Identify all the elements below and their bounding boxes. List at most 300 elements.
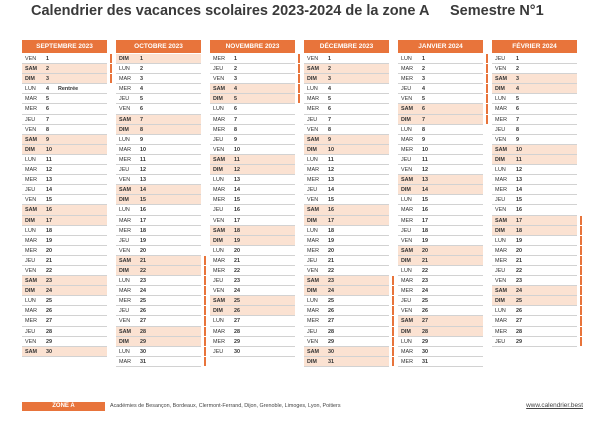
day-name: JEU	[307, 328, 318, 335]
holiday-marker	[580, 286, 583, 295]
day-row	[398, 266, 483, 276]
day-name: MER	[307, 247, 319, 254]
day-name: LUN	[401, 56, 412, 62]
day-number: 15	[234, 197, 240, 204]
day-row	[398, 246, 483, 256]
day-row	[210, 337, 295, 347]
day-row	[22, 306, 107, 316]
day-name: SAM	[119, 187, 131, 194]
day-name: MER	[401, 358, 413, 365]
day-number: 20	[328, 247, 334, 254]
day-row	[22, 175, 107, 185]
day-row	[116, 246, 201, 256]
day-name: MAR	[495, 177, 507, 184]
day-row	[398, 175, 483, 185]
holiday-marker	[204, 347, 207, 356]
day-row	[398, 256, 483, 266]
day-row	[398, 216, 483, 226]
day-name: SAM	[307, 278, 319, 285]
day-number: 15	[140, 197, 146, 204]
day-name: MER	[25, 247, 37, 254]
day-row	[210, 195, 295, 205]
day-name: DIM	[307, 217, 317, 224]
day-row	[116, 155, 201, 165]
day-name: LUN	[213, 106, 224, 113]
day-name: JEU	[495, 126, 506, 133]
day-name: LUN	[213, 318, 224, 325]
day-row	[22, 226, 107, 236]
day-row	[116, 94, 201, 104]
month-header: JANVIER 2024	[398, 40, 483, 53]
day-name: LUN	[25, 227, 36, 234]
day-number: 3	[140, 76, 143, 83]
day-number: 13	[516, 177, 522, 184]
day-row	[398, 276, 483, 286]
day-row	[398, 135, 483, 145]
day-row	[116, 54, 201, 64]
day-number: 29	[234, 338, 240, 345]
month-column	[398, 40, 483, 367]
day-number: 25	[234, 298, 240, 305]
day-row	[492, 84, 577, 94]
day-row	[492, 145, 577, 155]
day-number: 1	[234, 56, 237, 62]
day-number: 18	[328, 227, 334, 234]
day-name: JEU	[25, 328, 36, 335]
day-number: 26	[140, 308, 146, 315]
day-row	[22, 145, 107, 155]
holiday-marker	[580, 306, 583, 315]
day-number: 29	[140, 338, 146, 345]
day-number: 16	[422, 207, 428, 214]
day-row	[210, 54, 295, 64]
day-number: 23	[516, 278, 522, 285]
day-row	[304, 125, 389, 135]
day-number: 26	[46, 308, 52, 315]
month-column	[304, 40, 389, 367]
day-number: 11	[422, 156, 428, 163]
day-row	[492, 74, 577, 84]
day-row	[116, 185, 201, 195]
day-row	[492, 216, 577, 226]
day-number: 25	[140, 298, 146, 305]
day-row	[304, 286, 389, 296]
day-row	[210, 115, 295, 125]
day-row	[398, 337, 483, 347]
day-row	[210, 155, 295, 165]
day-number: 3	[516, 76, 519, 83]
day-row	[398, 226, 483, 236]
holiday-marker	[392, 316, 395, 325]
day-name: DIM	[213, 167, 223, 174]
day-name: SAM	[25, 207, 37, 214]
day-row	[304, 327, 389, 337]
day-name: DIM	[495, 298, 505, 305]
day-number: 29	[422, 338, 428, 345]
day-number: 31	[422, 358, 428, 365]
day-row	[210, 145, 295, 155]
holiday-marker	[580, 337, 583, 346]
holiday-marker	[486, 54, 489, 63]
day-row	[398, 125, 483, 135]
day-name: JEU	[401, 156, 412, 163]
holiday-marker	[204, 266, 207, 275]
day-name: DIM	[307, 288, 317, 295]
day-name: LUN	[401, 197, 412, 204]
holiday-marker	[110, 54, 113, 63]
day-row	[116, 306, 201, 316]
day-row	[304, 236, 389, 246]
day-number: 29	[516, 338, 522, 345]
day-row	[22, 216, 107, 226]
day-number: 14	[140, 187, 146, 194]
semester-title: Semestre N°1	[450, 3, 544, 19]
day-row	[116, 175, 201, 185]
holiday-marker	[580, 266, 583, 275]
day-number: 4	[234, 86, 237, 93]
day-row	[398, 54, 483, 64]
day-name: LUN	[495, 237, 506, 244]
day-number: 12	[140, 167, 146, 174]
day-name: MER	[307, 318, 319, 325]
day-number: 19	[140, 237, 146, 244]
day-name: MAR	[119, 146, 131, 153]
day-row	[398, 64, 483, 74]
day-row	[210, 347, 295, 357]
day-name: DIM	[307, 76, 317, 83]
website-link[interactable]: www.calendrier.best	[526, 402, 583, 409]
day-row	[210, 175, 295, 185]
day-name: MER	[307, 106, 319, 113]
day-row	[492, 104, 577, 114]
day-number: 1	[140, 56, 143, 62]
day-name: MER	[401, 76, 413, 83]
day-number: 21	[328, 257, 334, 264]
day-name: LUN	[495, 167, 506, 174]
day-number: 20	[422, 247, 428, 254]
day-row	[22, 84, 107, 94]
day-number: 11	[46, 156, 52, 163]
holiday-marker	[486, 104, 489, 113]
day-number: 30	[328, 348, 334, 355]
day-number: 30	[140, 348, 146, 355]
day-row	[116, 125, 201, 135]
day-name: SAM	[401, 247, 413, 254]
day-name: MER	[213, 197, 225, 204]
day-row	[304, 94, 389, 104]
day-row	[22, 94, 107, 104]
day-row	[116, 266, 201, 276]
day-number: 14	[328, 187, 334, 194]
day-row	[398, 205, 483, 215]
holiday-marker	[580, 316, 583, 325]
day-number: 29	[328, 338, 334, 345]
day-number: 28	[46, 328, 52, 335]
day-row	[210, 286, 295, 296]
day-name: LUN	[213, 247, 224, 254]
day-row	[22, 195, 107, 205]
day-row	[116, 276, 201, 286]
day-row	[210, 256, 295, 266]
day-number: 29	[46, 338, 52, 345]
month-header: NOVEMBRE 2023	[210, 40, 295, 53]
day-name: DIM	[495, 227, 505, 234]
day-name: VEN	[401, 308, 413, 315]
day-name: MAR	[25, 167, 37, 174]
day-number: 25	[422, 298, 428, 305]
day-name: MER	[119, 227, 131, 234]
day-name: DIM	[401, 328, 411, 335]
day-name: SAM	[25, 66, 37, 73]
day-name: DIM	[25, 76, 35, 83]
day-name: MAR	[119, 217, 131, 224]
day-name: VEN	[307, 338, 319, 345]
day-number: 13	[328, 177, 334, 184]
day-name: VEN	[25, 197, 37, 204]
holiday-marker	[392, 347, 395, 356]
day-name: LUN	[119, 66, 130, 73]
day-number: 21	[422, 257, 428, 264]
day-name: MER	[119, 86, 131, 93]
day-name: MER	[213, 126, 225, 133]
day-number: 12	[46, 167, 52, 174]
day-row	[492, 337, 577, 347]
holiday-marker	[204, 296, 207, 305]
day-number: 27	[140, 318, 146, 325]
day-name: DIM	[119, 267, 129, 274]
day-name: JEU	[25, 257, 36, 264]
day-number: 7	[328, 116, 331, 123]
holiday-marker	[298, 64, 301, 73]
day-name: VEN	[119, 106, 131, 113]
day-number: 4	[46, 86, 49, 93]
holiday-marker	[486, 115, 489, 124]
day-row	[22, 286, 107, 296]
day-row	[398, 155, 483, 165]
day-row	[492, 276, 577, 286]
day-row	[116, 84, 201, 94]
day-number: 28	[422, 328, 428, 335]
day-number: 2	[140, 66, 143, 73]
day-number: 7	[422, 116, 425, 123]
day-number: 17	[234, 217, 240, 224]
day-name: SAM	[213, 227, 225, 234]
day-name: VEN	[401, 237, 413, 244]
day-number: 2	[516, 66, 519, 73]
day-number: 24	[234, 288, 240, 295]
day-number: 14	[234, 187, 240, 194]
day-row	[398, 185, 483, 195]
holiday-marker	[298, 94, 301, 103]
day-name: VEN	[25, 56, 37, 62]
day-name: MAR	[25, 96, 37, 103]
day-row	[210, 216, 295, 226]
day-row	[116, 135, 201, 145]
day-name: DIM	[25, 288, 35, 295]
day-row	[304, 155, 389, 165]
day-number: 7	[516, 116, 519, 123]
day-row	[398, 195, 483, 205]
day-name: MAR	[213, 257, 225, 264]
day-row	[22, 246, 107, 256]
day-row	[304, 185, 389, 195]
day-number: 19	[46, 237, 52, 244]
day-row	[210, 104, 295, 114]
day-row	[22, 165, 107, 175]
day-name: SAM	[495, 76, 507, 83]
day-name: SAM	[213, 156, 225, 163]
day-name: LUN	[25, 156, 36, 163]
day-name: MER	[495, 116, 507, 123]
day-name: VEN	[213, 288, 225, 295]
holiday-marker	[204, 306, 207, 315]
day-row	[398, 145, 483, 155]
day-number: 10	[234, 146, 240, 153]
holiday-marker	[392, 337, 395, 346]
day-row	[116, 216, 201, 226]
day-number: 30	[422, 348, 428, 355]
day-number: 5	[46, 96, 49, 103]
day-name: MER	[25, 318, 37, 325]
day-name: MAR	[307, 96, 319, 103]
day-number: 3	[422, 76, 425, 83]
day-row	[492, 256, 577, 266]
day-row	[304, 64, 389, 74]
day-row	[492, 306, 577, 316]
day-name: DIM	[119, 56, 129, 62]
day-number: 12	[516, 167, 522, 174]
day-number: 1	[328, 56, 331, 62]
day-row	[304, 104, 389, 114]
day-name: MER	[213, 267, 225, 274]
day-number: 26	[422, 308, 428, 315]
day-number: 18	[46, 227, 52, 234]
holiday-marker	[298, 54, 301, 63]
day-row	[210, 74, 295, 84]
day-name: JEU	[119, 167, 130, 174]
day-name: VEN	[307, 267, 319, 274]
day-number: 22	[422, 267, 428, 274]
day-row	[492, 135, 577, 145]
day-row	[210, 246, 295, 256]
day-row	[116, 64, 201, 74]
day-name: SAM	[213, 298, 225, 305]
holiday-marker	[580, 327, 583, 336]
day-number: 6	[328, 106, 331, 113]
month-header: FÉVRIER 2024	[492, 40, 577, 53]
day-number: 14	[46, 187, 52, 194]
day-row	[210, 94, 295, 104]
day-number: 9	[422, 136, 425, 143]
day-number: 7	[140, 116, 143, 123]
day-number: 24	[516, 288, 522, 295]
day-row	[22, 337, 107, 347]
day-name: JEU	[213, 278, 224, 285]
day-number: 8	[422, 126, 425, 133]
day-name: LUN	[307, 298, 318, 305]
day-number: 3	[46, 76, 49, 83]
day-row	[22, 205, 107, 215]
holiday-marker	[486, 74, 489, 83]
day-name: DIM	[119, 197, 129, 204]
day-name: VEN	[495, 66, 507, 73]
day-row	[210, 306, 295, 316]
day-row	[398, 327, 483, 337]
day-row	[116, 74, 201, 84]
day-name: LUN	[495, 96, 506, 103]
day-number: 10	[422, 146, 428, 153]
holiday-marker	[392, 306, 395, 315]
day-row	[116, 236, 201, 246]
day-number: 17	[516, 217, 522, 224]
day-number: 10	[46, 146, 52, 153]
day-row	[304, 306, 389, 316]
day-name: LUN	[213, 177, 224, 184]
day-name: MAR	[25, 308, 37, 315]
day-number: 26	[328, 308, 334, 315]
day-name: VEN	[25, 267, 37, 274]
day-name: MAR	[401, 136, 413, 143]
day-row	[210, 125, 295, 135]
day-row	[210, 316, 295, 326]
holiday-marker	[110, 64, 113, 73]
holiday-marker	[486, 94, 489, 103]
day-row	[210, 327, 295, 337]
day-name: VEN	[495, 278, 507, 285]
day-row	[22, 266, 107, 276]
day-name: SAM	[307, 207, 319, 214]
day-name: MAR	[25, 237, 37, 244]
day-number: 24	[140, 288, 146, 295]
day-number: 21	[140, 257, 146, 264]
day-name: LUN	[25, 86, 36, 93]
holiday-marker	[580, 216, 583, 225]
day-name: JEU	[495, 56, 506, 62]
holiday-marker	[392, 296, 395, 305]
day-row	[398, 115, 483, 125]
day-number: 2	[234, 66, 237, 73]
day-name: VEN	[119, 318, 131, 325]
day-row	[22, 64, 107, 74]
day-row	[22, 135, 107, 145]
day-row	[22, 115, 107, 125]
holiday-marker	[298, 84, 301, 93]
day-number: 8	[328, 126, 331, 133]
day-number: 6	[422, 106, 425, 113]
day-name: LUN	[119, 207, 130, 214]
zone-label: ZONE A	[22, 402, 105, 411]
day-number: 10	[140, 146, 146, 153]
day-name: JEU	[307, 257, 318, 264]
day-number: 5	[234, 96, 237, 103]
day-number: 14	[422, 187, 428, 194]
day-number: 11	[328, 156, 334, 163]
day-name: JEU	[495, 197, 506, 204]
day-number: 9	[328, 136, 331, 143]
day-name: DIM	[119, 338, 129, 345]
day-name: DIM	[119, 126, 129, 133]
day-name: SAM	[307, 348, 319, 355]
day-number: 23	[234, 278, 240, 285]
day-name: MAR	[213, 116, 225, 123]
day-name: VEN	[119, 177, 131, 184]
day-row	[304, 347, 389, 357]
day-number: 26	[516, 308, 522, 315]
day-name: SAM	[213, 86, 225, 93]
day-name: MER	[401, 288, 413, 295]
month-header: SEPTEMBRE 2023	[22, 40, 107, 53]
day-number: 13	[140, 177, 146, 184]
